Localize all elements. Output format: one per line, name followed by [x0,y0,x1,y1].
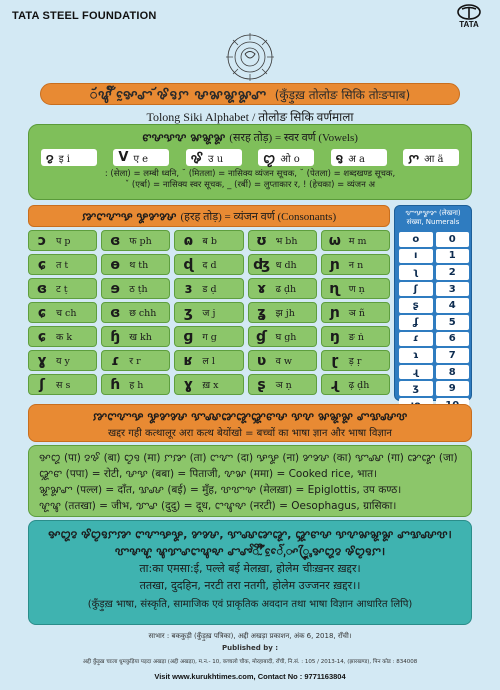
poem-hindi-line-1: ता:का एमसा:ई, पल्ले बई मेलख़ा, होलेम चीःख़नर ख़द्दर। [139,562,361,575]
consonant-label: ण ṇ [348,284,365,295]
consonant-glyph: ɤ [257,280,267,297]
numeral-glyph: ɾ [399,332,433,347]
consonant-cell [248,278,317,299]
consonant-label: न n [348,260,364,271]
consonant-cell [101,278,170,299]
consonant-cell [248,230,317,251]
numerals-panel [394,205,472,401]
consonant-grid [28,230,390,395]
consonant-cell [101,302,170,323]
consonant-label: भ bh [275,236,298,247]
emblem-icon [225,32,275,82]
consonant-cell [321,278,390,299]
numeral-glyph: ɻ [399,365,433,380]
consonant-glyph: ɞ [110,304,121,321]
vowels-heading [29,125,471,145]
website-contact-link[interactable]: Visit www.kurukhtimes.com, Contact No : 9771163804 [154,672,346,681]
consonant-cell [174,278,243,299]
consonant-glyph: ɷ [183,232,194,249]
vowel-label: ओ o [280,153,300,165]
numeral-glyph: ʃ [399,282,433,297]
numerals-heading-text: संख्या, Numerals [406,218,460,226]
consonant-label: झ jh [275,308,295,319]
vowel-notes [29,166,471,191]
consonant-label: म m [348,236,367,247]
vowel-note-1: : (सेला) = लम्बी ध्वनि, ˘ (मितला) = नासिक्य व्यंजन सूचक, ˘ (पेतला) = शब्दखण्ड सूचक, [104,169,396,179]
numeral-value: 8 [436,365,470,380]
consonant-glyph: ɘ [110,280,120,297]
vowel-glyph: V [118,150,129,165]
vowel-glyph: ꨆ [407,151,420,167]
numerals-heading-script: ꨉꨊꨋꨌ (लेखना) [405,209,461,217]
vowel-label: इ i [58,153,70,165]
consonant-glyph: ɣ [183,376,193,393]
consonant-glyph: ɲ [329,304,340,321]
vowel-chip [258,149,314,166]
consonant-glyph: ɲ [329,256,340,273]
consonant-glyph: ɔ [37,232,47,249]
language-hindi: खद्दर गही कत्थालूर अरा कत्थ बेयोंखो = बच्चों का भाषा ज्ञान और भाषा विज्ञान [108,428,392,439]
publisher-address: अद्दी कुँड़ुख़ चाःला धुमकुड़िया पड़दा अखड़ा (अद्दी अखड़ा), म.न.- 10, कच्चलो चौक, मोरहाबादी, राँची, नि.सं. : 105 / 2013-14, (झारखण्ड), पिन कोड : 834008 [82,659,418,665]
consonant-cell [248,374,317,395]
vowels-panel [28,124,472,200]
numeral-glyph: ʂ [399,298,433,313]
vowel-glyph: ꨅ [335,151,344,167]
consonant-label: फ ph [129,236,152,247]
language-script: ꨇꨈꨉꨊ ꨋꨌꨍ ꨎꨏꨐꨑꨒꨓꨔ ꨕꨖ ꨗꨘꨙ ꨚꨛꨜꨝ [92,410,408,423]
consonant-label: ञ ṇ [275,380,292,391]
consonant-cell [101,254,170,275]
consonant-cell [28,302,97,323]
words-line-4: ꨠꨡ (ततखा) = जीभ, ꨢꨣ (दुदु) = दूध, ꨤꨥꨦ (नरटी) = Oesophagus, ग्रासिका। [39,500,397,512]
vowel-chip [186,149,242,166]
vowel-label: उ u [208,153,224,165]
numeral-glyph: ʆ [399,315,433,330]
consonant-glyph: ɵ [110,256,120,273]
consonant-cell [28,374,97,395]
vowel-chip [41,149,97,166]
page-subtitle: Tolong Siki Alphabet / तोलोङ सिकि वर्णमाला [146,110,354,124]
vowels-heading-script: ꨓꨔꨕꨖ ꨗꨘꨙ [142,131,226,144]
consonant-glyph: ʤ [253,256,271,273]
consonant-cell [28,254,97,275]
consonant-label: घ gh [275,332,297,343]
consonant-cell [101,326,170,347]
consonant-glyph: ɕ [37,256,47,273]
brand-name: TATA STEEL FOUNDATION [12,10,157,22]
consonant-glyph: ɜ [184,280,193,297]
vowel-chip [113,149,169,166]
tata-logo [452,4,486,29]
poem-footer: (कुँड़ुख़ भाषा, संस्कृति, सामाजिक एवं प्राकृतिक अवदान तथा भाषा विज्ञान आधारित लिपि) [87,599,413,610]
numeral-grid [399,232,469,413]
consonant-glyph: ʓ [257,304,267,321]
consonant-glyph: ω [328,232,341,249]
vowel-glyph: ꨃ [190,151,204,167]
consonant-glyph: ɞ [36,280,48,297]
numeral-value: 4 [436,298,470,313]
consonant-cell [28,230,97,251]
vowels-heading-text: (सरह तोड़) = स्वर वर्ण (Vowels) [229,132,358,144]
vowel-chip [403,149,459,166]
consonant-label: व w [275,356,293,367]
consonant-label: ठ ṭh [129,284,148,295]
consonant-label: ह h [129,380,144,391]
consonant-glyph: ɕ [37,304,47,321]
consonant-cell [174,302,243,323]
consonant-glyph: ʒ [183,304,193,321]
consonant-label: द d [202,260,217,271]
consonant-glyph: ɠ [256,328,268,345]
words-panel [28,445,472,517]
consonant-glyph: ʁ [183,352,193,369]
numeral-value: 0 [436,232,470,247]
numerals-heading [395,206,471,227]
consonant-label: र r [129,356,141,367]
consonant-cell [321,350,390,371]
words-line-1: ꨀꨁ (पा) ꨂꨃ (बा) ꨄꨅ (मा) ꨆꨇ (ता) ꨈꨉ (दा) ꨊꨋ (ना) ꨌꨍ (का) ꨎꨏ (गा) ꨐꨑ (जा) [39,452,458,464]
consonant-cell [28,350,97,371]
consonant-cell [28,278,97,299]
consonant-cell [101,230,170,251]
numeral-glyph: ʅ [399,265,433,280]
consonant-glyph: ŋ [329,328,340,345]
consonant-label: स s [56,380,71,391]
consonant-cell [174,230,243,251]
consonants-heading [28,205,390,227]
numeral-glyph: o [399,232,433,247]
words-line-2: ꨒꨓ (पपा) = रोटी, ꨔꨕ (बबा) = पिताजी, ꨖꨗ (ममा) = Cooked rice, भात। [39,468,378,480]
title-script: ꨮꨥꨪꨱ ꨮꨀꨰꨧ ꨮꨃꨅꨆ ꨔꨗꨘꨙꨚ [89,88,267,103]
words-line-3: ꨘꨙꨚ (पल्ल) = दाँत, ꨛꨜ (बई) = मुँह, ꨝꨞꨟ (मेलख़ा) = Epiglottis, उप कण्ठ। [39,484,402,496]
consonant-label: क k [56,332,73,343]
consonant-label: त t [56,260,69,271]
title-hindi: (कुँड़ुख़ तोलोङ सिकि तोःङपाब) [274,87,411,102]
consonant-label: ख़ x [202,380,219,391]
tata-logo-icon [457,4,481,20]
consonant-label: ट ṭ [56,284,68,295]
top-bar [0,0,500,30]
consonant-glyph: ʃ [39,376,45,393]
consonant-cell [101,350,170,371]
consonant-label: ढ ḍh [275,284,297,295]
poem-panel [28,520,472,625]
consonant-glyph: ʂ [257,376,266,393]
consonant-glyph: ɧ [110,328,121,345]
numeral-value: 7 [436,348,470,363]
source-credit: साभार : बककुड़ी (कुँड़ुख़ पत्रिका), अद्दी अखड़ा प्रकाशन, अंक 6, 2018, राँची। [148,632,352,640]
consonant-cell [321,374,390,395]
consonant-cell [248,302,317,323]
tata-logo-text: TATA [459,20,479,29]
consonant-glyph: ɞ [110,232,121,249]
numeral-value: 1 [436,249,470,264]
consonant-label: ङ ṅ [348,332,364,343]
vowel-note-2: ˇ (एर्बा) = नासिक्य स्वर सूचक, _ (रर्बी) = लुप्ताकार र, ! (हेचका) = व्यंजन अ [124,180,376,190]
poem-hindi-line-2: ततखा, दुदहिन, नरटी तरा नतगी, होलेम उज्जनर ख़द्दर।। [139,579,361,592]
consonant-cell [321,326,390,347]
numeral-value: 2 [436,265,470,280]
consonants-heading-text: (हरह तोड़) = व्यंजन वर्ण (Consonants) [180,211,337,223]
consonant-label: ख kh [129,332,152,343]
consonant-cell [321,254,390,275]
consonant-cell [28,326,97,347]
numeral-value: 5 [436,315,470,330]
consonant-label: ल l [202,356,215,367]
language-banner [28,404,472,442]
consonant-glyph: ɻ [330,376,340,393]
consonant-cell [174,254,243,275]
poem-script-line-2: ꨞꨟꨠ ꨡꨢꨣꨤꨥꨦ ꨧꨨꨩꨪ ꨫꨬꨭ ꨮꨯꨰꨱ ꨲꨳꨴꨵ ꨶꨀꨁꨂ ꨃꨄꨅꨆ। [114,545,386,558]
consonant-glyph: ɖ [183,256,194,273]
consonant-glyph: ɕ [37,328,47,345]
consonant-label: च ch [56,308,77,319]
vowel-label: आ ä [424,153,444,165]
consonant-label: ड़ ṛ [348,356,362,367]
vowel-glyph: ꨂ [46,151,54,167]
consonant-cell [174,350,243,371]
consonant-cell [174,326,243,347]
consonant-label: ग g [202,332,217,343]
consonant-glyph: ɡ [183,328,194,345]
consonant-label: ढ़ ḍh [348,380,370,391]
numeral-value: 9 [436,381,470,396]
numeral-value: 3 [436,282,470,297]
numeral-glyph: ı [399,249,433,264]
consonant-label: ज j [202,308,216,319]
consonant-label: ब b [202,236,217,247]
consonant-glyph: ɽ [331,352,339,369]
consonant-glyph: ʊ [256,232,267,249]
consonant-glyph: ɾ [111,352,120,369]
numeral-glyph: ɿ [399,348,433,363]
vowel-glyph: ꨄ [263,151,276,167]
consonant-label: ध dh [275,260,297,271]
vowel-label: अ a [348,153,365,165]
consonant-label: थ th [129,260,149,271]
consonant-label: ञ ñ [348,308,365,319]
consonant-cell [321,302,390,323]
consonant-cell [174,374,243,395]
vowel-list [29,145,471,166]
published-by: Published by : [221,644,279,652]
consonant-cell [321,230,390,251]
consonant-cell [248,350,317,371]
numeral-glyph: ʒ [399,381,433,396]
title-banner [40,83,460,105]
poem-script-line-1: ꨀꨁꨂ ꨃꨄꨅꨆꨇ ꨈꨉꨊꨋ, ꨌꨍ, ꨎꨏꨐꨑ, ꨒꨓꨔ ꨕꨖꨗꨘꨙ ꨚꨛꨜꨝ। [48,528,452,541]
vowel-label: ए e [133,153,149,165]
consonant-label: ड ḍ [202,284,217,295]
consonant-glyph: ɦ [110,376,121,393]
vowel-chip [331,149,387,166]
consonant-label: य y [56,356,70,367]
consonant-glyph: ɣ [37,352,47,369]
consonants-heading-script: ꨇꨈꨉꨊ ꨋꨌꨍ [81,210,177,223]
numeral-value: 6 [436,332,470,347]
consonant-glyph: ʋ [256,352,267,369]
consonant-cell [248,326,317,347]
consonant-cell [101,374,170,395]
consonant-cell [248,254,317,275]
consonant-label: प p [56,236,71,247]
consonant-glyph: ɳ [329,280,341,297]
consonant-label: छ chh [129,308,157,319]
